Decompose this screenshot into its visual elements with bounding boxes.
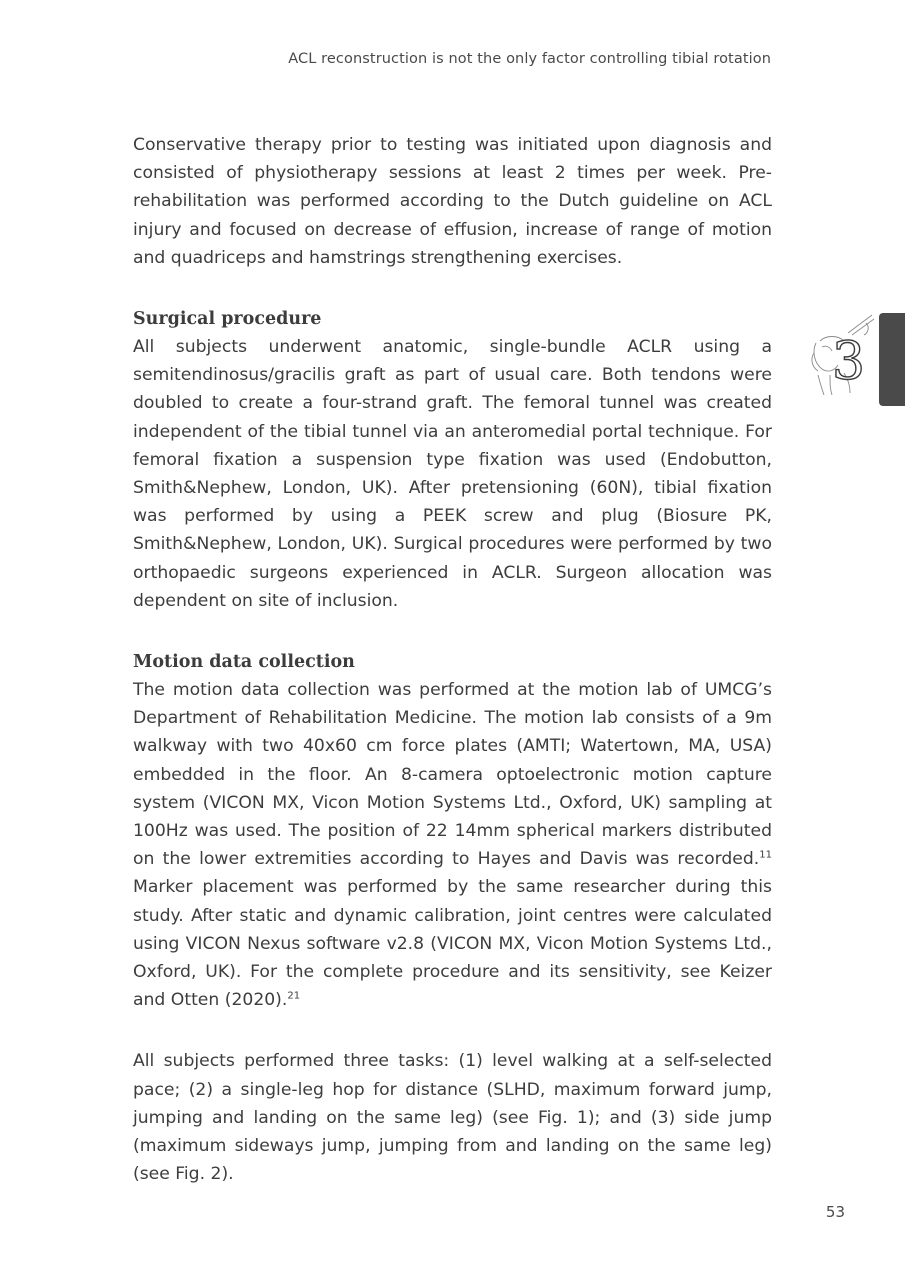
citation-11: 11 xyxy=(759,849,772,861)
motion-paragraph xyxy=(133,676,772,1014)
page-number: 53 xyxy=(825,1203,845,1221)
chapter-knee-logo-icon xyxy=(808,313,882,395)
chapter-number: 3 xyxy=(832,332,866,392)
citation-21: 21 xyxy=(287,990,301,1002)
intro-paragraph: Conservative therapy prior to testing was initiated upon diagnosis and consisted of physiotherapy sessions at least 2 times per week. Pre-rehabilitation was performed according to the Dutch guideline on ACL injury and focused on decrease of effusion, increase of range of motion and quadriceps and hamstrings strengthening exercises. xyxy=(133,135,772,268)
section-heading-surgical: Surgical procedure xyxy=(133,309,322,330)
section-heading-motion: Motion data collection xyxy=(133,652,355,673)
tasks-paragraph: All subjects performed three tasks: (1) level walking at a self-selected pace; (2) a single-leg hop for distance (SLHD, maximum forward jump, jumping and landing on the same leg) (see Fig. 1); and (3) side jump (maximum sideways jump, jumping from and landing on the same leg) (see Fig. 2). xyxy=(133,1051,772,1185)
paragraph-spacer xyxy=(133,272,772,305)
motion-text-part1: The motion data collection was performed at the motion lab of UMCG’s Department of Rehabilitation Medicine. The motion lab consists of a 9m walkway with two 40x60 cm force plates (AMTI; Watertown, MA, USA) embedded in the floor. An 8-camera optoelectronic motion capture system (VICON MX, Vicon Motion Systems Ltd., Oxford, UK) sampling at 100Hz was used. The position of 22 14mm spherical markers distributed on the lower extremities according to Hayes and Davis was recorded. xyxy=(133,680,772,870)
surgical-paragraph: All subjects underwent anatomic, single-bundle ACLR using a semitendinosus/gracilis graft as part of usual care. Both tendons were doubled to create a four-strand graft. The femoral tunnel was created independent of the tibial tunnel via an anteromedial portal technique. For femoral fixation a suspension type fixation was used (Endobutton, Smith&Nephew, London, UK). After pretensioning (60N), tibial fixation was performed by using a PEEK screw and plug (Biosure PK, Smith&Nephew, London, UK). Surgical procedures were performed by two orthopaedic surgeons experienced in ACLR. Surgeon allocation was dependent on site of inclusion. xyxy=(133,337,772,611)
paragraph-spacer xyxy=(133,615,772,648)
chapter-tab xyxy=(879,313,905,406)
paragraph-spacer xyxy=(133,1014,772,1047)
running-header: ACL reconstruction is not the only factor controlling tibial rotation xyxy=(288,51,771,67)
motion-text-part2: Marker placement was performed by the same researcher during this study. After static and dynamic calibration, joint centres were calculated using VICON Nexus software v2.8 (VICON MX, Vicon Motion Systems Ltd., Oxford, UK). For the complete procedure and its sensitivity, see Keizer and Otten (2020). xyxy=(133,877,772,1011)
page-body xyxy=(133,131,772,1189)
